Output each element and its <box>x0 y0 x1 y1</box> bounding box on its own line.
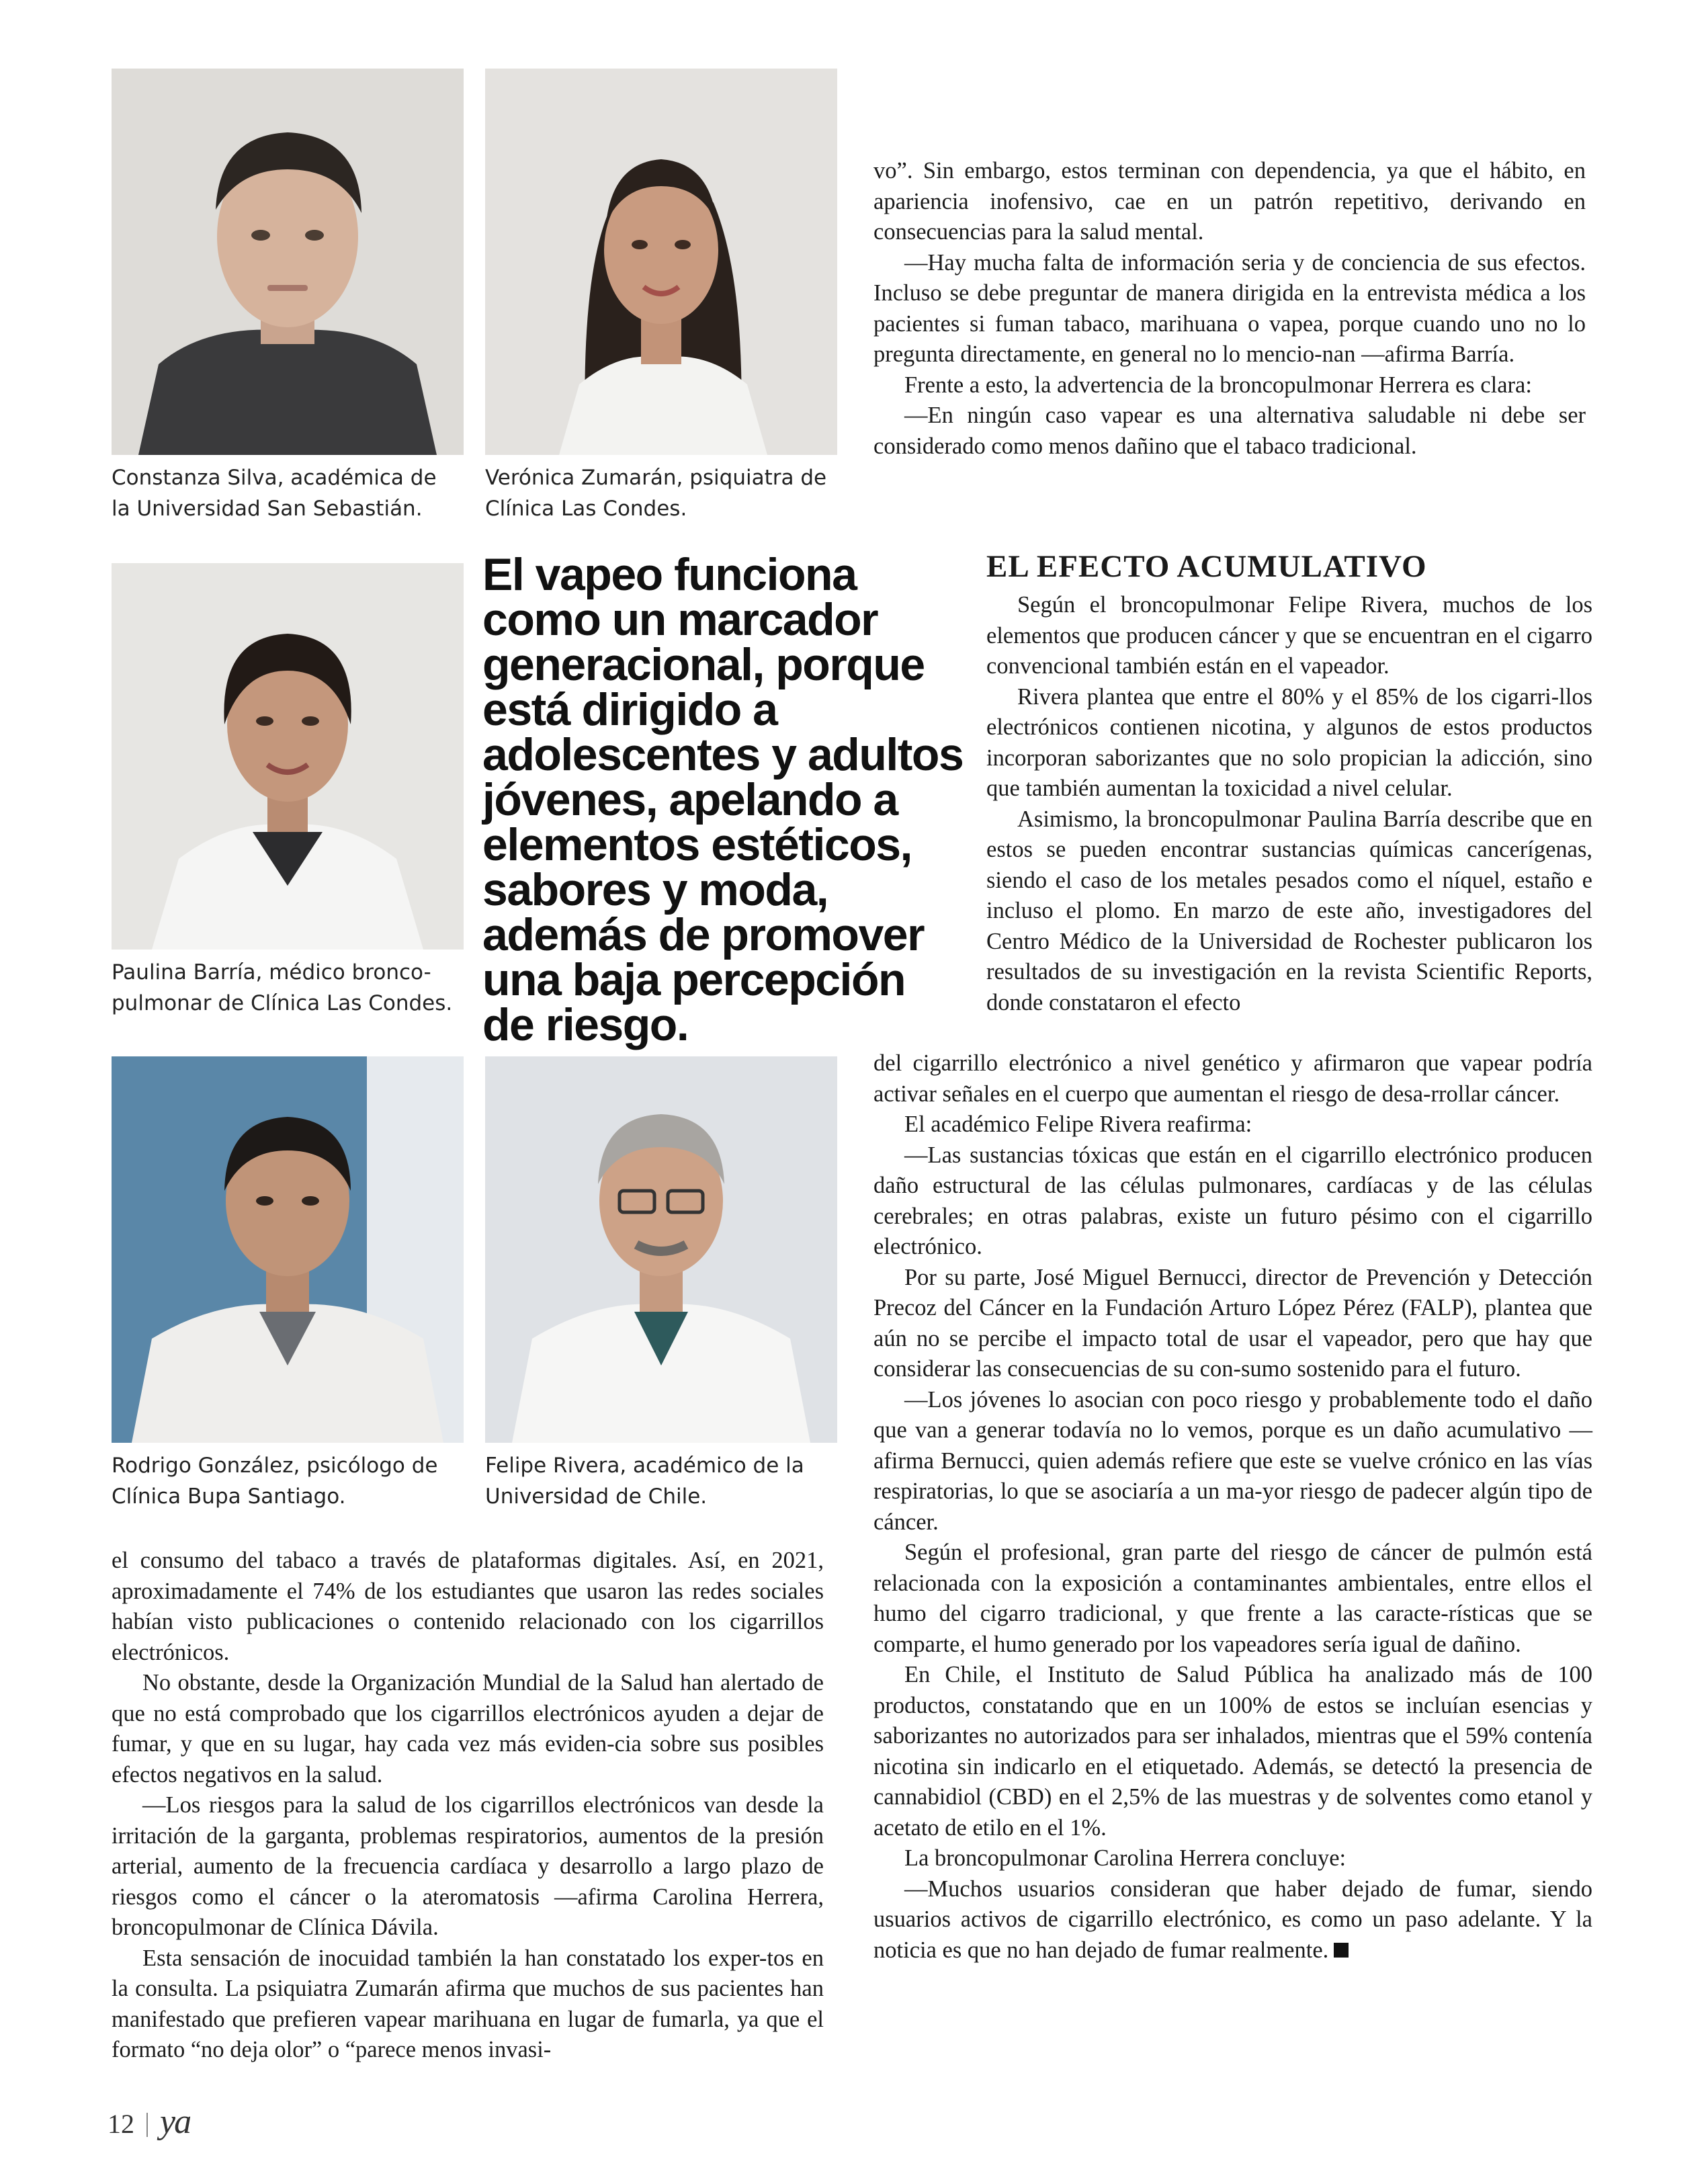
paragraph: vo”. Sin embargo, estos terminan con dependencia, ya que el hábito, en apariencia inofensivo, cae en un patrón repetitivo, derivando en consecuencias para la salud mental. <box>873 158 1586 245</box>
paragraph: El académico Felipe Rivera reafirma: <box>904 1111 1252 1137</box>
article-column-narrow <box>986 590 1592 1018</box>
paragraph: —Los jóvenes lo asocian con poco riesgo y probablemente todo el daño que van a generar todavía no lo vemos, porque es un daño acumulativo —afirma Bernucci, quien además refiere que este se vuelve crónico en las vías respiratorias, lo que se asociaría a un ma-yor riesgo de padecer algún tipo de cáncer. <box>873 1386 1592 1535</box>
caption-veronica-zumaran: Verónica Zumarán, psiquiatra de Clínica Las Condes. <box>485 466 827 521</box>
paragraph: —Los riesgos para la salud de los cigarrillos electrónicos van desde la irritación de la garganta, problemas respiratorios, aumentos de la presión arterial, aumento de la frecuencia cardíaca y desarrollo a largo plazo de riesgos como el cáncer o la ateromatosis —afirma Carolina Herrera, broncopulmonar de Clínica Dávila. <box>112 1792 824 1940</box>
paragraph: —Hay mucha falta de información seria y de conciencia de sus efectos. Incluso se debe preguntar de manera dirigida en la entrevista médica a los pacientes si fuman tabaco, marihuana o vapea, porque cuando uno no lo pregunta directamente, en general no lo mencio-nan —afirma Barría. <box>873 249 1586 367</box>
paragraph-final <box>873 1874 1592 1966</box>
pull-quote: El vapeo funciona como un marcador generacional, porque está dirigido a adolescentes y adultos jóvenes, apelando a elementos estéticos, sabores y moda, además de promover una baja percepción de riesgo. <box>482 549 964 1050</box>
caption-rodrigo-gonzalez: Rodrigo González, psicólogo de Clínica Bupa Santiago. <box>112 1454 438 1509</box>
paragraph: —En ningún caso vapear es una alternativa saludable ni debe ser considerado como menos dañino que el tabaco tradicional. <box>873 403 1586 459</box>
page-number: 12 <box>108 2109 134 2139</box>
article-column-wide <box>873 1048 1592 1966</box>
paragraph: Por su parte, José Miguel Bernucci, director de Prevención y Detección Precoz del Cáncer en la Fundación Arturo López Pérez (FALP), plantea que aún no se percibe el impacto total de usar el vapeador, pero que hay que considerar las consecuencias de su con-sumo sostenido para el futuro. <box>873 1264 1592 1382</box>
paragraph: Según el broncopulmonar Felipe Rivera, muchos de los elementos que producen cáncer y que se encuentran en el cigarro convencional también están en el vapeador. <box>986 592 1592 679</box>
section-heading: EL EFECTO ACUMULATIVO <box>986 549 1427 584</box>
paragraph: En Chile, el Instituto de Salud Pública ha analizado más de 100 productos, constatando que en un 100% de estos se incluían esencias y saborizantes no autorizados para ser inhalados, mientras que el 59% contenía nicotina sin indicarlo en el etiquetado. Además, se detectó la presencia de cannabidiol (CBD) en el 2,5% de las muestras y de solventes como etanol y acetato de etilo en el 1%. <box>873 1662 1592 1841</box>
photo-constanza-silva <box>112 69 464 455</box>
magazine-logo: ya <box>160 2103 191 2141</box>
paragraph: Rivera plantea que entre el 80% y el 85% de los cigarri-llos electrónicos contienen nicotina, y algunos de estos productos incorporan saborizantes que no solo propician la adicción, sino que también aumentan la toxicidad a nivel celular. <box>986 683 1592 801</box>
article-column-top-right <box>873 156 1586 462</box>
article-column-left <box>112 1546 824 2066</box>
paragraph: Según el profesional, gran parte del riesgo de cáncer de pulmón está relacionada con la exposición a contaminantes ambientales, entre ellos el humo del cigarro tradicional, y que frente a las caracte-rísticas que se comparte, el humo generado por los vapeadores sería igual de dañino. <box>873 1540 1592 1657</box>
caption-constanza-silva: Constanza Silva, académica de la Universidad San Sebastián. <box>112 466 437 521</box>
end-mark-icon <box>1334 1943 1349 1958</box>
paragraph: Asimismo, la broncopulmonar Paulina Barría describe que en estos se pueden encontrar sustancias químicas cancerígenas, siendo el caso de los metales pesados como el níquel, estaño e incluso el plomo. En marzo de este año, investigadores del Centro Médico de la Universidad de Rochester publicaron los resultados de su investigación en la revista Scientific Reports, donde constataron el efecto <box>986 806 1592 1015</box>
photo-rodrigo-gonzalez <box>112 1056 464 1443</box>
paragraph: No obstante, desde la Organización Mundial de la Salud han alertado de que no está comprobado que los cigarrillos electrónicos ayuden a dejar de fumar, y que en su lugar, hay cada vez más eviden-cia sobre sus posibles efectos negativos en la salud. <box>112 1670 824 1788</box>
paragraph: el consumo del tabaco a través de plataformas digitales. Así, en 2021, aproximadamente el 74% de los estudiantes que usaron las redes sociales habían visto publicaciones o contenido relacionado con los cigarrillos electrónicos. <box>112 1548 824 1665</box>
paragraph-final-text: —Muchos usuarios consideran que haber dejado de fumar, siendo usuarios activos de cigarrillo electrónico, es como un paso adelante. Y la noticia es que no han dejado de fumar realmente. <box>873 1876 1592 1963</box>
caption-paulina-barria: Paulina Barría, médico bronco- pulmonar de Clínica Las Condes. <box>112 960 453 1015</box>
folio-divider <box>146 2113 148 2137</box>
paragraph: del cigarrillo electrónico a nivel genético y afirmaron que vapear podría activar señales en el cuerpo que aumentan el riesgo de desa-rrollar cáncer. <box>873 1050 1592 1107</box>
caption-felipe-rivera: Felipe Rivera, académico de la Universidad de Chile. <box>485 1454 804 1509</box>
paragraph: Esta sensación de inocuidad también la han constatado los exper-tos en la consulta. La psiquiatra Zumarán afirma que muchos de sus pacientes han manifestado que prefieren vapear marihuana en lugar de fumarla, ya que el formato “no deja olor” o “parece menos invasi- <box>112 1945 824 2062</box>
paragraph: —Las sustancias tóxicas que están en el cigarrillo electrónico producen daño estructural de las células pulmonares, cardíacas y de las células cerebrales; en otras palabras, existe un futuro pésimo con el cigarrillo electrónico. <box>873 1142 1592 1259</box>
photo-paulina-barria <box>112 563 464 950</box>
paragraph: Frente a esto, la advertencia de la broncopulmonar Herrera es clara: <box>904 372 1532 398</box>
paragraph: La broncopulmonar Carolina Herrera concluye: <box>904 1845 1347 1871</box>
photo-felipe-rivera <box>485 1056 837 1443</box>
page-folio <box>108 2102 190 2142</box>
photo-veronica-zumaran <box>485 69 837 455</box>
